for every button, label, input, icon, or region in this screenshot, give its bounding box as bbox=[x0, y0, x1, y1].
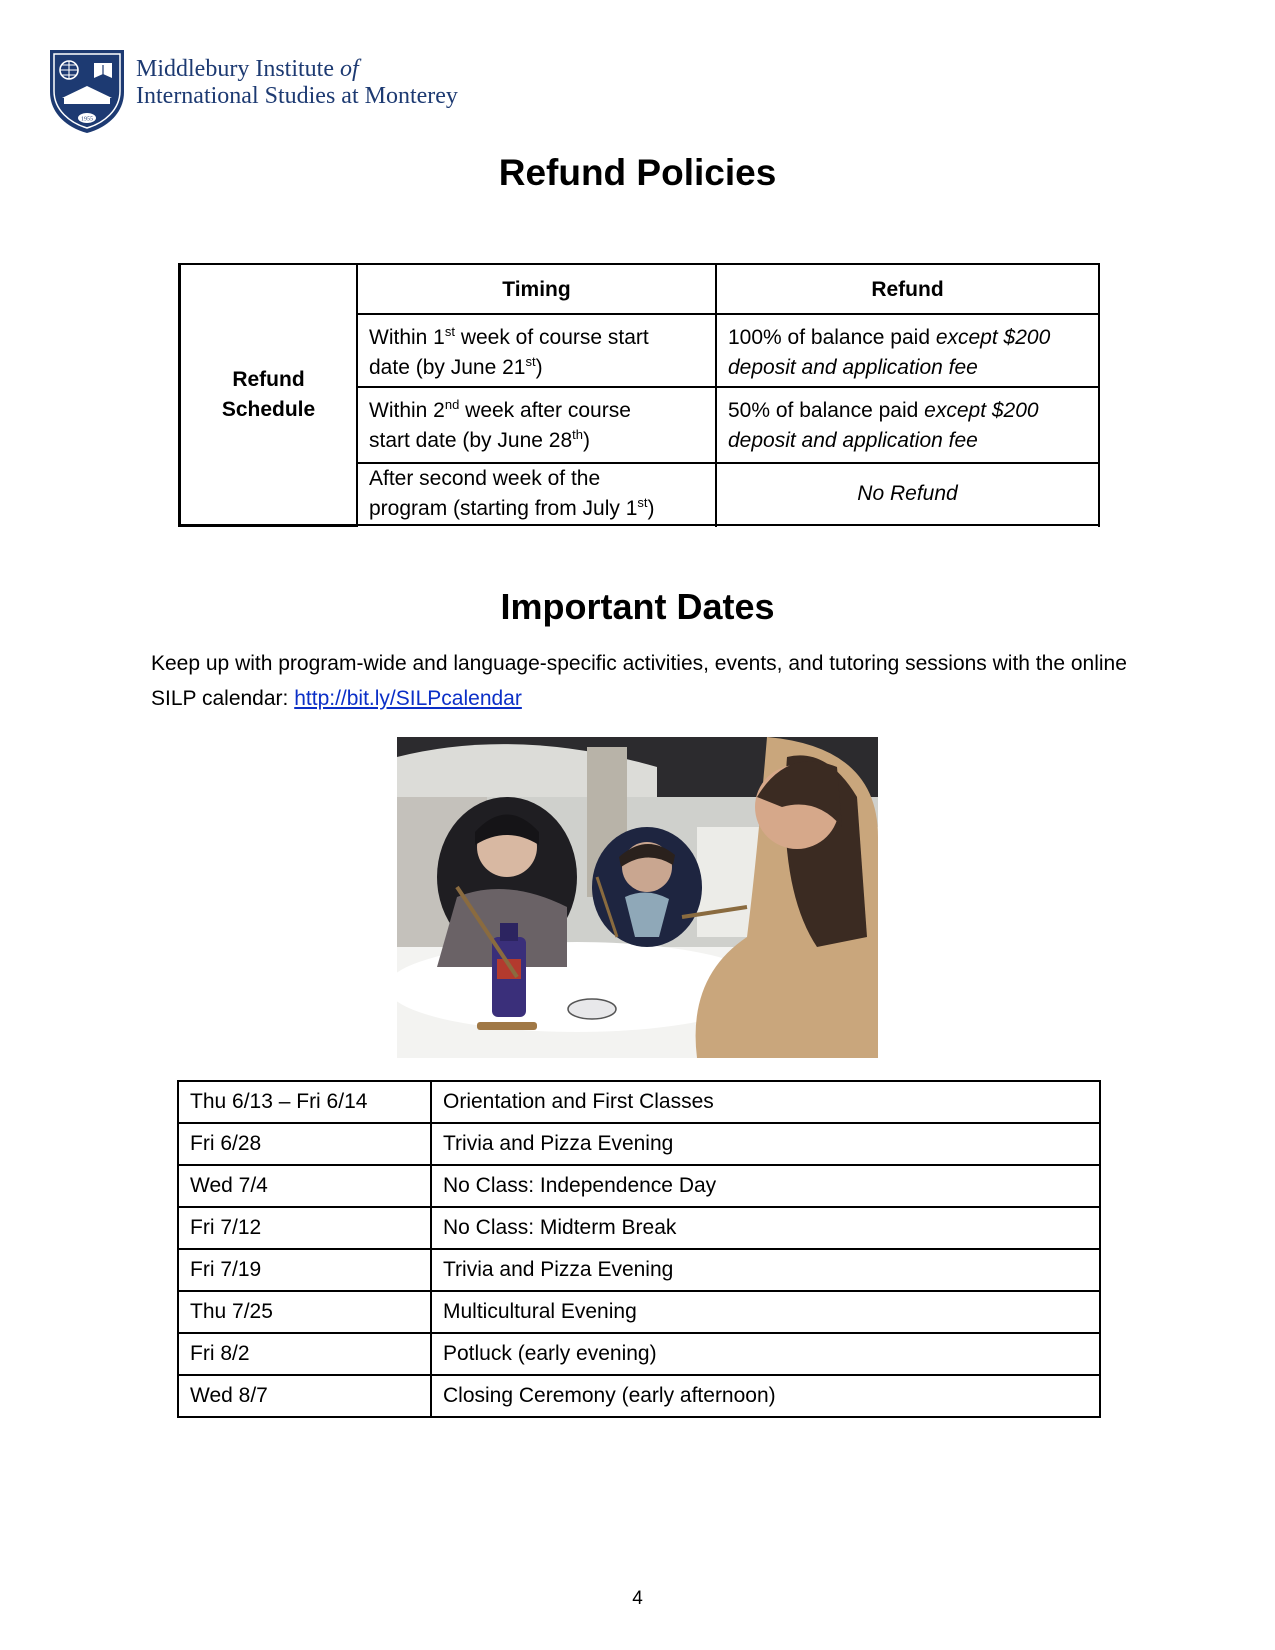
institute-name bbox=[136, 56, 458, 110]
timing-sup: st bbox=[637, 495, 648, 510]
calendar-intro-text: Keep up with program-wide and language-specific activities, events, and tutoring sessions with the online SILP calendar: bbox=[151, 652, 1127, 710]
refund-text-italic: deposit and application fee bbox=[728, 429, 978, 452]
event-date: Fri 6/28 bbox=[178, 1123, 431, 1165]
event-description: No Class: Midterm Break bbox=[431, 1207, 1100, 1249]
institute-name-line2: International Studies at Monterey bbox=[136, 83, 458, 109]
refund-schedule-label-line1: Refund bbox=[232, 367, 305, 391]
timing-text: date (by June 21 bbox=[369, 356, 526, 379]
timing-text: ) bbox=[647, 497, 655, 520]
dates-table-row bbox=[178, 1165, 1100, 1207]
refund-text: 100% of balance paid bbox=[728, 326, 936, 349]
refund-policies-heading: Refund Policies bbox=[498, 152, 777, 193]
dates-table-row bbox=[178, 1207, 1100, 1249]
refund-text-italic: except $200 bbox=[935, 326, 1051, 349]
event-date: Fri 7/19 bbox=[178, 1249, 431, 1291]
crest-year: 1955 bbox=[81, 116, 93, 123]
table-border-bottom-left bbox=[178, 524, 356, 527]
timing-sup: nd bbox=[444, 397, 460, 412]
refund-text: 50% of balance paid bbox=[728, 399, 925, 422]
event-description: Potluck (early evening) bbox=[431, 1333, 1100, 1375]
dates-table-body bbox=[178, 1081, 1100, 1417]
event-description: Multicultural Evening bbox=[431, 1291, 1100, 1333]
refund-schedule-label bbox=[181, 265, 356, 524]
shield-crest-icon bbox=[48, 48, 126, 134]
refund-cell-2 bbox=[717, 388, 1098, 462]
calendar-link[interactable]: http://bit.ly/SILPcalendar bbox=[294, 687, 522, 710]
event-description: Closing Ceremony (early afternoon) bbox=[431, 1375, 1100, 1417]
timing-cell-3 bbox=[358, 464, 715, 524]
timing-text: ) bbox=[535, 356, 543, 379]
refund-cell-3 bbox=[717, 464, 1098, 524]
dates-table-row bbox=[178, 1375, 1100, 1417]
dates-table-row bbox=[178, 1123, 1100, 1165]
timing-text: Within 2 bbox=[369, 399, 445, 422]
timing-text: week of course start bbox=[454, 326, 649, 349]
event-description: Orientation and First Classes bbox=[431, 1081, 1100, 1123]
timing-sup: st bbox=[525, 354, 536, 369]
event-date: Wed 7/4 bbox=[178, 1165, 431, 1207]
event-date: Fri 8/2 bbox=[178, 1333, 431, 1375]
event-date: Fri 7/12 bbox=[178, 1207, 431, 1249]
important-dates-table bbox=[177, 1080, 1101, 1418]
timing-text: Within 1 bbox=[369, 326, 445, 349]
calligraphy-class-photo bbox=[397, 737, 878, 1058]
institute-name-line1: Middlebury Institute bbox=[136, 56, 334, 82]
refund-cell-1 bbox=[717, 315, 1098, 386]
important-dates-heading: Important Dates bbox=[500, 586, 775, 627]
timing-text: start date (by June 28 bbox=[369, 429, 573, 452]
event-description: Trivia and Pizza Evening bbox=[431, 1249, 1100, 1291]
photo-illustration bbox=[397, 737, 878, 1058]
timing-text: week after course bbox=[459, 399, 631, 422]
event-date: Wed 8/7 bbox=[178, 1375, 431, 1417]
institute-logo bbox=[48, 48, 478, 134]
event-description: Trivia and Pizza Evening bbox=[431, 1123, 1100, 1165]
timing-text: program (starting from July 1 bbox=[369, 497, 638, 520]
table-border-right bbox=[1098, 263, 1100, 527]
no-refund-text: No Refund bbox=[857, 482, 958, 505]
timing-cell-2 bbox=[358, 388, 715, 462]
timing-sup: th bbox=[572, 427, 583, 442]
dates-table-row bbox=[178, 1333, 1100, 1375]
timing-text: After second week of the bbox=[369, 467, 601, 490]
event-date: Thu 6/13 – Fri 6/14 bbox=[178, 1081, 431, 1123]
calendar-intro bbox=[151, 646, 1131, 716]
refund-schedule-label-line2: Schedule bbox=[221, 397, 316, 421]
timing-sup: st bbox=[444, 324, 455, 339]
dates-table-row bbox=[178, 1081, 1100, 1123]
event-date: Thu 7/25 bbox=[178, 1291, 431, 1333]
institute-name-of: of bbox=[339, 56, 359, 82]
timing-cell-1 bbox=[358, 315, 715, 386]
page-number: 4 bbox=[632, 1588, 643, 1609]
refund-text-italic: except $200 bbox=[924, 399, 1039, 422]
refund-text-italic: deposit and application fee bbox=[728, 356, 978, 379]
event-description: No Class: Independence Day bbox=[431, 1165, 1100, 1207]
timing-text: ) bbox=[582, 429, 590, 452]
dates-table-row bbox=[178, 1291, 1100, 1333]
timing-column-header: Timing bbox=[502, 278, 571, 301]
dates-table-row bbox=[178, 1249, 1100, 1291]
refund-column-header: Refund bbox=[871, 278, 944, 301]
refund-schedule-table bbox=[178, 263, 1100, 527]
table-border-bottom bbox=[356, 524, 1100, 526]
